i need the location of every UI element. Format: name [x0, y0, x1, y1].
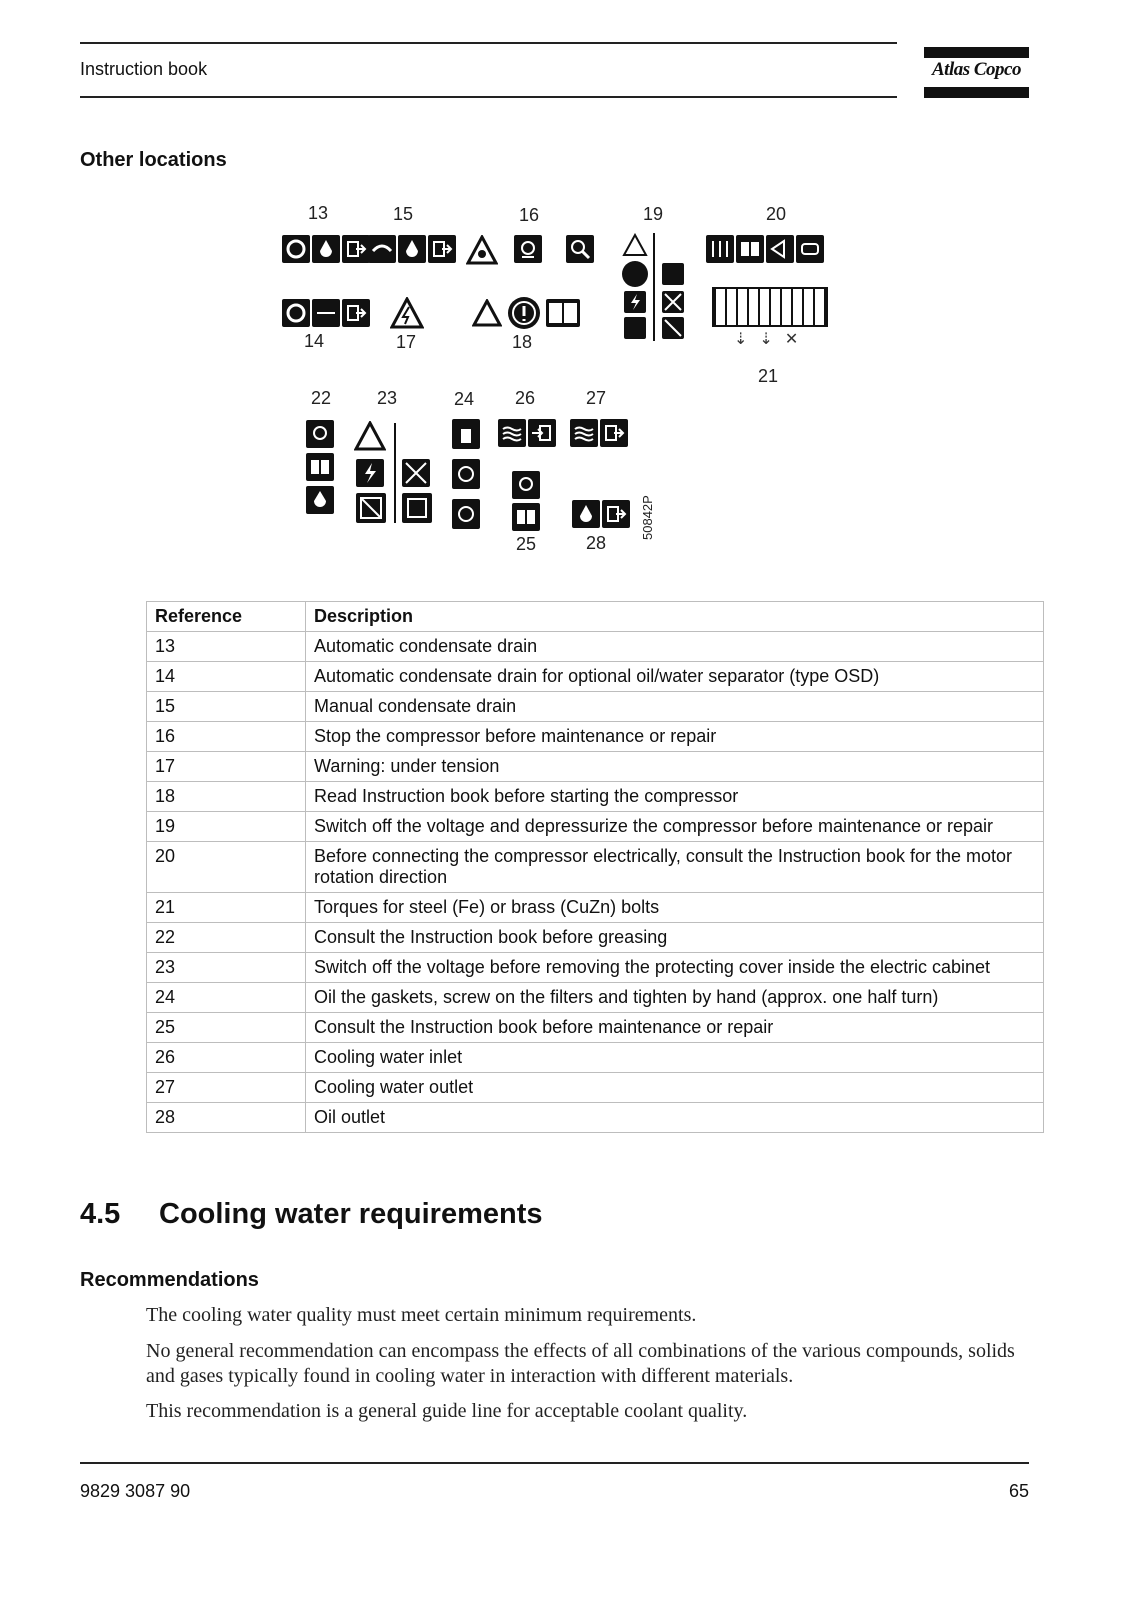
book-icon [512, 503, 540, 531]
description-cell: Warning: under tension [306, 752, 1044, 782]
rotation-direction-icon [766, 235, 794, 263]
outlet-icon [342, 299, 370, 327]
table-row [147, 812, 1044, 842]
voltage-icon [356, 459, 384, 487]
column-header-description: Description [306, 602, 1044, 632]
atlas-copco-logo [924, 47, 1029, 98]
header-rule-top [80, 42, 897, 44]
decal-28 [572, 500, 630, 528]
figure-label-18: 18 [511, 332, 533, 352]
decal-14 [282, 299, 370, 327]
decal-15 [368, 235, 456, 263]
figure-label-22: 22 [310, 388, 332, 408]
column-header-reference: Reference [147, 602, 306, 632]
torque-icon: ⇣⇣✕ [734, 331, 811, 348]
decal-19 [622, 233, 688, 343]
description-cell: Cooling water outlet [306, 1073, 1044, 1103]
table-row [147, 1043, 1044, 1073]
description-cell: Oil outlet [306, 1103, 1044, 1133]
manual-valve-icon [368, 235, 396, 263]
figure-label-28: 28 [585, 533, 607, 553]
stop-icon [566, 235, 594, 263]
description-cell: Manual condensate drain [306, 692, 1044, 722]
figure-label-27: 27 [585, 388, 607, 408]
footer-rule [80, 1462, 1029, 1464]
description-cell: Stop the compressor before maintenance or repair [306, 722, 1044, 752]
outlet-icon [342, 235, 370, 263]
oil-drop-icon [572, 500, 600, 528]
divider-line [394, 423, 396, 523]
figure-code: 50842P [640, 495, 655, 540]
condensate-drain-icon [282, 299, 310, 327]
table-header-row [147, 602, 1044, 632]
table-row [147, 953, 1044, 983]
figure-label-19: 19 [642, 204, 664, 224]
motor-wiring-icon [706, 235, 734, 263]
figure-label-24: 24 [453, 389, 475, 409]
figure-label-17: 17 [395, 332, 417, 352]
paragraph: No general recommendation can encompass the effects of all combinations of the various compounds, solids and gases typically found in cooling water in interaction with different materials. [146, 1340, 1015, 1387]
figure-label-21: 21 [757, 366, 779, 386]
table-row [147, 722, 1044, 752]
electric-cabinet-icon [402, 493, 432, 523]
pressure-icon [624, 317, 646, 339]
book-icon [546, 299, 580, 327]
table-row [147, 893, 1044, 923]
reference-cell: 21 [147, 893, 306, 923]
reference-cell: 19 [147, 812, 306, 842]
reference-cell: 28 [147, 1103, 306, 1133]
table-row [147, 782, 1044, 812]
reference-cell: 22 [147, 923, 306, 953]
table-row [147, 1103, 1044, 1133]
section-number: 4.5 [80, 1198, 121, 1230]
figure-label-14: 14 [303, 331, 325, 351]
table-row [147, 842, 1044, 893]
description-cell: Consult the Instruction book before maintenance or repair [306, 1013, 1044, 1043]
no-entry-icon [622, 261, 648, 287]
table-row [147, 1073, 1044, 1103]
reference-cell: 16 [147, 722, 306, 752]
grease-icon [306, 420, 334, 448]
figure-label-13: 13 [307, 203, 329, 223]
figure-label-23: 23 [376, 388, 398, 408]
figure-label-20: 20 [765, 204, 787, 224]
header-title: Instruction book [80, 59, 208, 79]
figure-label-25: 25 [515, 534, 537, 554]
table-row [147, 752, 1044, 782]
maintenance-icon [662, 263, 684, 285]
no-voltage-icon [402, 459, 430, 487]
filter-icon [452, 459, 480, 489]
separator-icon [312, 299, 340, 327]
page-number: 65 [1008, 1481, 1029, 1501]
section-title: Cooling water requirements [159, 1198, 543, 1230]
reference-cell: 26 [147, 1043, 306, 1073]
description-cell: Consult the Instruction book before greasing [306, 923, 1044, 953]
description-cell: Before connecting the compressor electrically, consult the Instruction book for the motor rotation direction [306, 842, 1044, 893]
description-cell: Read Instruction book before starting the compressor [306, 782, 1044, 812]
decal-26 [498, 419, 556, 447]
drop-icon [312, 235, 340, 263]
reference-cell: 17 [147, 752, 306, 782]
document-number: 9829 3087 90 [80, 1481, 191, 1501]
book-icon [736, 235, 764, 263]
reference-cell: 13 [147, 632, 306, 662]
torque-table-decal [712, 287, 828, 327]
figure-label-16: 16 [518, 205, 540, 225]
condensate-drain-icon [282, 235, 310, 263]
description-cell: Cooling water inlet [306, 1043, 1044, 1073]
water-outlet-icon [570, 419, 598, 447]
description-cell: Switch off the voltage and depressurize the compressor before maintenance or repair [306, 812, 1044, 842]
reference-cell: 23 [147, 953, 306, 983]
figure-label-26: 26 [514, 388, 536, 408]
decal-location-figure [270, 195, 870, 565]
oil-icon [452, 419, 480, 449]
voltage-icon [624, 291, 646, 313]
header-rule-bottom [80, 96, 897, 98]
hand-tighten-icon [452, 499, 480, 529]
recommendations-heading: Recommendations [80, 1269, 259, 1291]
description-cell: Switch off the voltage before removing the protecting cover inside the electric cabinet [306, 953, 1044, 983]
read-manual-icon [508, 297, 540, 329]
drop-icon [398, 235, 426, 263]
water-inlet-icon [498, 419, 526, 447]
book-icon [306, 453, 334, 481]
logo-text: Atlas Copco [932, 59, 1021, 80]
depressurize-icon [662, 317, 684, 339]
description-cell: Torques for steel (Fe) or brass (CuZn) bolts [306, 893, 1044, 923]
decal-20 [706, 235, 824, 263]
table-row [147, 692, 1044, 722]
description-cell: Automatic condensate drain [306, 632, 1044, 662]
reference-cell: 27 [147, 1073, 306, 1103]
reference-cell: 20 [147, 842, 306, 893]
figure-label-15: 15 [392, 204, 414, 224]
table-row [147, 632, 1044, 662]
reference-table [146, 601, 1044, 1133]
table-row [147, 1013, 1044, 1043]
reference-cell: 14 [147, 662, 306, 692]
maintenance-icon [512, 471, 540, 499]
section-heading-other-locations: Other locations [80, 149, 227, 171]
reference-cell: 25 [147, 1013, 306, 1043]
divider-line [653, 233, 655, 341]
table-row [147, 923, 1044, 953]
grease-drop-icon [306, 486, 334, 514]
description-cell: Automatic condensate drain for optional oil/water separator (type OSD) [306, 662, 1044, 692]
reference-cell: 24 [147, 983, 306, 1013]
motor-icon [796, 235, 824, 263]
outlet-icon [600, 419, 628, 447]
paragraph: The cooling water quality must meet certain minimum requirements. [146, 1304, 697, 1326]
no-voltage-icon [662, 291, 684, 313]
outlet-icon [428, 235, 456, 263]
table-row [147, 983, 1044, 1013]
cover-removed-icon [356, 493, 386, 523]
inlet-arrow-icon [528, 419, 556, 447]
table-row [147, 662, 1044, 692]
description-cell: Oil the gaskets, screw on the filters and tighten by hand (approx. one half turn) [306, 983, 1044, 1013]
maintenance-icon [514, 235, 542, 263]
reference-cell: 15 [147, 692, 306, 722]
reference-cell: 18 [147, 782, 306, 812]
decal-13 [282, 235, 370, 263]
logo-bar-top [924, 47, 1029, 58]
paragraph: This recommendation is a general guide line for acceptable coolant quality. [146, 1400, 748, 1422]
outlet-icon [602, 500, 630, 528]
logo-bar-bottom [924, 87, 1029, 98]
decal-27 [570, 419, 628, 447]
